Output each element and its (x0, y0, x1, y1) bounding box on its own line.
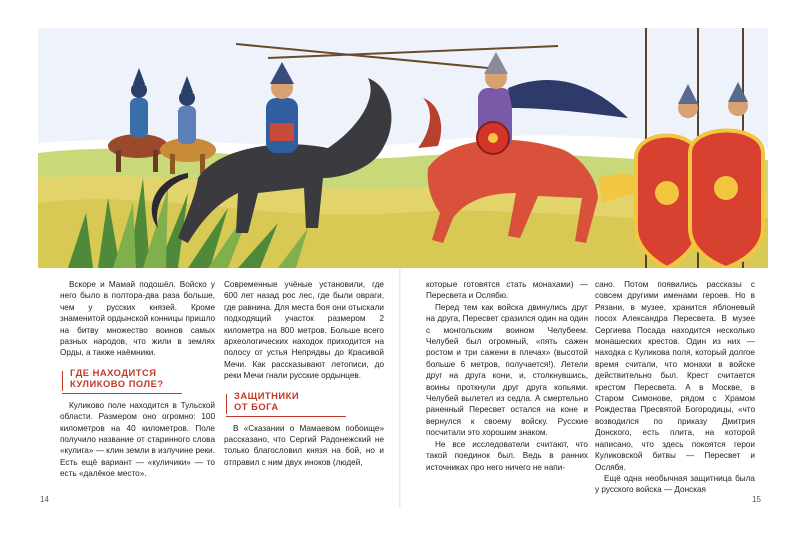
section-heading-location (70, 367, 215, 392)
heading-underline (226, 416, 346, 417)
paragraph: Вскоре и Мамай подошёл. Войско у него было в полтора-два раза больше, чем у русских князей. Кроме знаменитой ордынской конницы пришло на битву множество воинов самых разных народов, что жили в землях Орды, а также наёмники. (60, 280, 215, 358)
paragraph: которые готовятся стать монахами) — Пересвета и Ослябю. (426, 280, 588, 301)
text-column-2 (224, 279, 384, 468)
page-number-left: 14 (40, 495, 49, 504)
text-column-1 (60, 279, 215, 480)
paragraph: Ещё одна необычная защитница была у русского войска — Донская (595, 473, 755, 495)
paragraph: Современные учёные установили, где 600 лет назад рос лес, где были овраги, где равнина. Для места боя они отыскали подходящий участок размером 2 километра на 800 метров. Больше всего археологических находок приходится на полосу от устья Непрядвы до Красивой Мечи. Как рассказывают летописи, до реки Мечи гнали русские ордынцев. (224, 280, 384, 381)
text-column-3 (426, 279, 588, 473)
paragraph: сано. Потом появились рассказы с совсем другими именами героев. Но в Рязани, в музее, хранится яблоневый посох Александра Пересвета. В музее Сергиева Посада находится несколько монашеских крестов. Один из них — находка с Куликова поля, который долгое время считали, что монахи в войске действительно был. Крест считается крестом Пересвета. А в Москве, в Старом Симонове, рядом с Храмом Рождества Пресвятой Богородицы, «что возводился по приказу Дмитрия Донского, есть плита, на которой написано, что здесь покоятся герои Куликовской битвы — Пересвет и Ослябя. (595, 280, 755, 472)
battle-illustration (38, 28, 768, 268)
paragraph: В «Сказании о Мамаевом побоище» рассказано, что Сергий Радонежский не только благословил князя на бой, но и отправил с ним двух иноков (людей, (224, 423, 384, 467)
heading-line: КУЛИКОВО ПОЛЕ? (70, 377, 164, 389)
heading-line: ЗАЩИТНИКИ (234, 389, 300, 401)
page-gutter (399, 268, 401, 508)
text-column-4 (595, 279, 755, 496)
paragraph: Не все исследователи считают, что такой поединок был. Ведь в ранних источниках про него ничего не напи- (426, 439, 588, 472)
paragraph: Куликово поле находится в Тульской области. Размером оно огромно: 100 километров на 40 километров. Поле получило название от старинного слова «кулига» — клин земли в излучине реки. Есть ещё вариант — «куличики» — то есть «далёкое место». (60, 400, 215, 479)
heading-line: ГДЕ НАХОДИТСЯ (70, 366, 157, 378)
section-heading-defenders (234, 390, 384, 415)
paragraph: Перед тем как войска двинулись друг на друга, Пересвет сразился один на один с монгольским воином Челубеем. Челубей был огромный, «пять сажен ростом и три сажени в плечах» (высотой больше 6 метров, получается!). Летели друг на друга кони, и, столкнувшись, воины проткнули друг друга копьями. Челубей вылетел из седла. А смертельно раненный Пересвет остался на коне и вернулся к своему войску. Русские посчитали это хорошим знаком. (426, 302, 588, 438)
page-number-right: 15 (752, 495, 761, 504)
heading-rule (62, 371, 63, 391)
heading-rule (226, 394, 227, 414)
heading-underline (62, 393, 182, 394)
heading-line: ОТ БОГА (234, 400, 279, 412)
